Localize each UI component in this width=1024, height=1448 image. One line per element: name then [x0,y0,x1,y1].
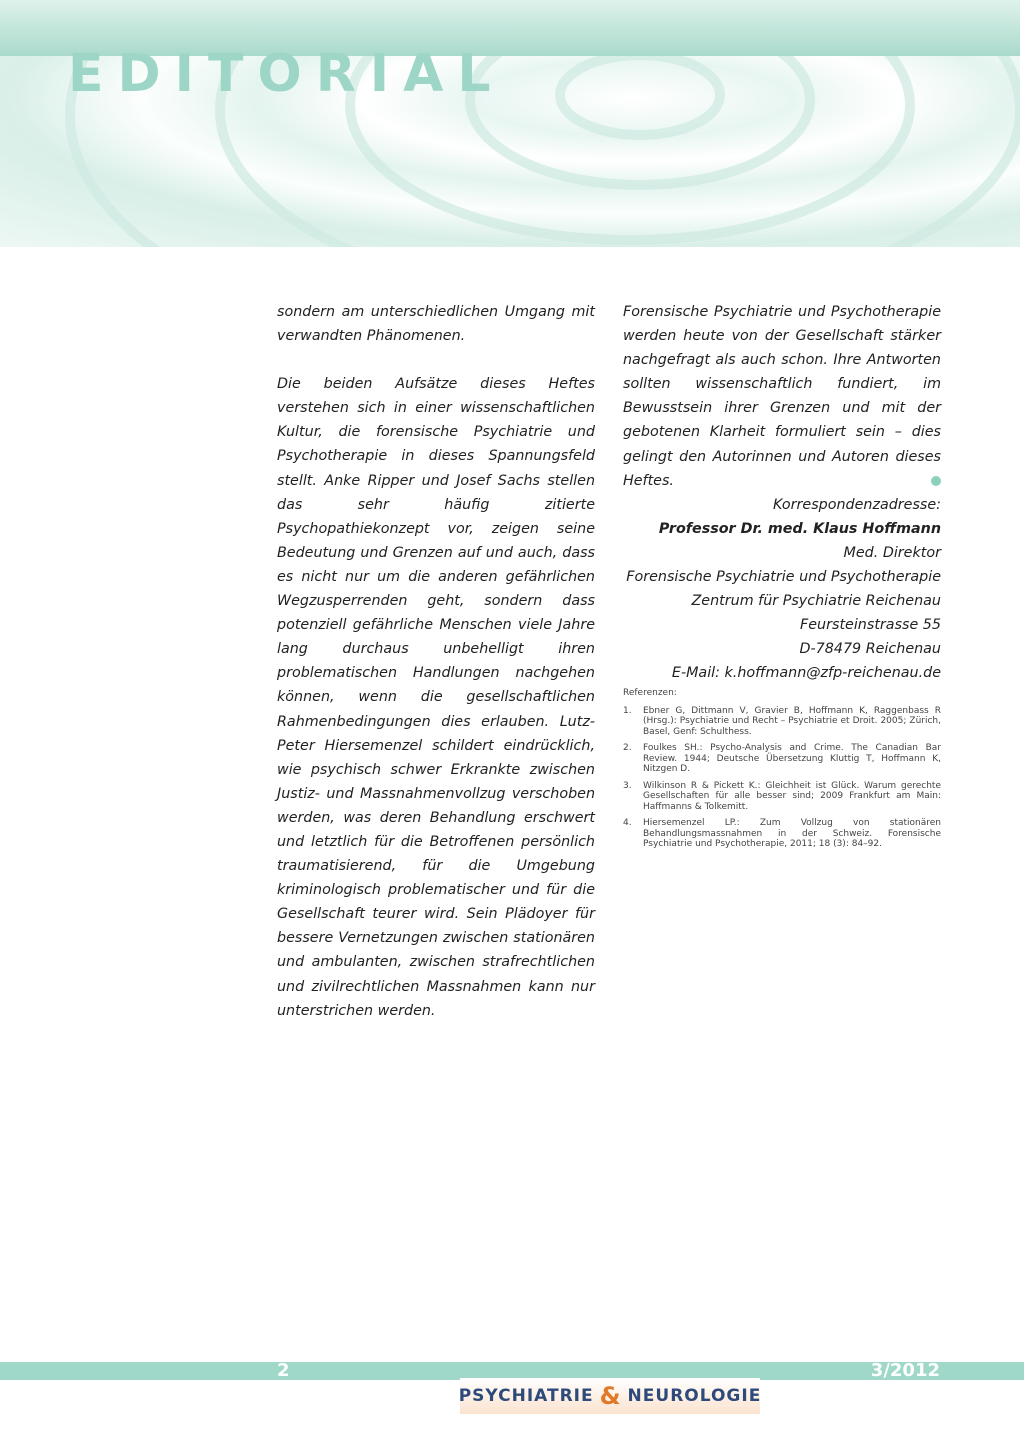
reference-number: 2. [623,743,632,753]
reference-text: Wilkinson R & Pickett K.: Gleichheit ist Glück. Warum gerechte Gesellschaften für alle besser sind; 2009 Frankfurt am Main: Haffmanns & Tolkemitt. [643,780,941,812]
paragraph: Die beiden Aufsätze dieses Heftes verstehen sich in einer wissenschaftlichen Kultur, die forensische Psychiatrie und Psychotherapie in dieses Spannungsfeld stellt. Anke Ripper und Josef Sachs stellen das sehr häufig zitierte Psychopathiekonzept vor, zeigen seine Bedeutung und Grenzen auf und auch, dass es nicht nur um die anderen gefährlichen Wegzusperrenden geht, sondern dass potenziell gefährliche Menschen viele Jahre lang durchaus unbehelligt ihren problematischen Handlungen nachgehen können, wenn die gesellschaftlichen Rahmenbedingungen dies erlauben. Lutz-Peter Hiersemenzel schildert eindrücklich, wie psychisch schwer Erkrankte zwischen Justiz- und Massnahmenvollzug verschoben werden, was deren Behandlung erschwert und letztlich für die Betroffenen persönlich traumatisierend, für die Umgebung kriminologisch problematischer und für die Gesellschaft teurer wird. Sein Plädoyer für bessere Vernetzungen zwischen stationären und ambulanten, zwischen strafrechtlichen und zivilrechtlichen Massnahmen kann nur unterstrichen werden. [277,376,595,1019]
section-title: EDITORIAL [68,44,505,104]
references [623,688,941,856]
header-banner [0,0,1020,247]
issue-number: 3/2012 [870,1360,940,1381]
journal-ampersand: & [599,1382,622,1410]
reference-text: Hiersemenzel LP.: Zum Vollzug von stationären Behandlungsmassnahmen in der Schweiz. Forensische Psychiatrie und Psychotherapie, 2011; 18 (3): 84–92. [643,818,941,849]
references-title: Referenzen: [623,688,677,698]
journal-name-left: PSYCHIATRIE [458,1386,594,1406]
closing-paragraph: Forensische Psychiatrie und Psychotherapie werden heute von der Gesellschaft stärker nachgefragt als auch schon. Ihre Antworten sollten wissenschaftlich fundiert, im Bewusstsein ihrer Grenzen und mit der gebotenen Klarheit formuliert sein – dies gelingt den Autorinnen und Autoren dieses Heftes. [623,304,941,489]
left-column [277,300,595,1023]
journal-logo [460,1378,760,1414]
reference-item [623,818,941,850]
institution: Zentrum für Psychiatrie Reichenau [691,593,941,610]
reference-text: Foulkes SH.: Psycho-Analysis and Crime. The Canadian Bar Review. 1944; Deutsche Übersetzung Kluttig T, Hoffmann K, Nitzgen D. [643,743,941,774]
reference-item [623,781,941,813]
journal-name-right: NEUROLOGIE [627,1386,762,1406]
author-role: Med. Direktor [843,544,941,561]
street: Feursteinstrasse 55 [800,617,941,634]
department: Forensische Psychiatrie und Psychotherapie [626,569,941,586]
author-name: Professor Dr. med. Klaus Hoffmann [658,520,941,537]
email: E-Mail: k.hoffmann@zfp-reichenau.de [671,665,941,682]
reference-number: 4. [623,818,632,828]
paragraph: sondern am unterschiedlichen Umgang mit verwandten Phänomenen. [277,304,595,345]
reference-item [623,706,941,738]
correspondence-address [623,493,941,686]
end-mark-icon [931,476,941,486]
reference-number: 3. [623,780,632,791]
city: D-78479 Reichenau [799,641,941,658]
paragraph [623,300,941,493]
reference-text: Ebner G, Dittmann V, Gravier B, Hoffmann K, Raggenbass R (Hrsg.): Psychiatrie und Recht – Psychiatrie et Droit. 2005; Zürich, Basel, Genf: Schulthess. [643,705,941,737]
page-number: 2 [277,1360,290,1381]
address-label: Korrespondenzadresse: [773,496,941,513]
reference-item [623,743,941,775]
right-column [623,300,941,686]
reference-number: 1. [623,705,632,716]
